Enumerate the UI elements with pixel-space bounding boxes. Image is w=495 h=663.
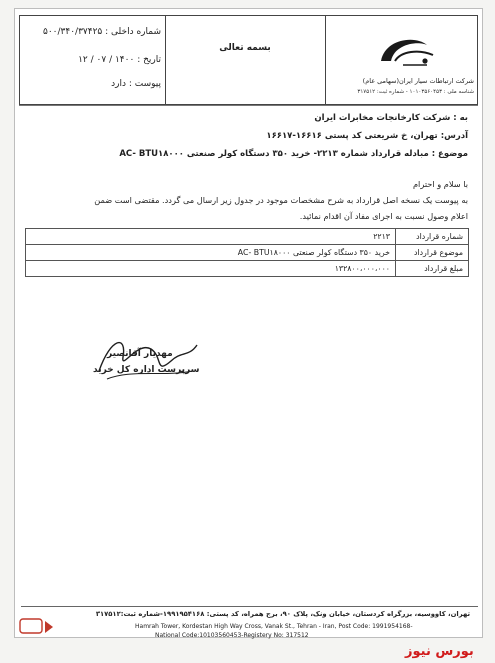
letter-date: تاریخ : ۱۴۰۰ / ۰۷ / ۱۲: [78, 55, 161, 65]
company-name: شرکت ارتباطات سیار ایران(سهامی عام): [362, 77, 474, 85]
table-cell-label: مبلغ قرارداد: [396, 261, 469, 277]
watermark-site: بورس نیوز: [405, 644, 474, 659]
subject-line: موضوع : مبادله قرارداد شماره ۲۲۱۳- خرید ۳۵۰ دستگاه کولر صنعتی AC- BTU۱۸۰۰۰: [119, 149, 468, 159]
header-rule: [19, 105, 478, 106]
internal-number: شماره داخلی : ۵۰۰/۳۴۰/۳۷۴۲۵: [43, 27, 161, 37]
signatory-title: سرپرست اداره کل خرید: [93, 365, 200, 375]
signatory-name: مهدیار آقانصیر: [107, 349, 173, 359]
header-divider-left: [165, 15, 166, 105]
body-line-2: اعلام وصول نسبت به اجرای مفاد آن اقدام نمائید.: [299, 211, 468, 221]
header-divider-right: [325, 15, 326, 105]
attachment: پیوست : دارد: [111, 79, 161, 89]
footer-ids-en: National Code:10103560453-Registery No: 317512: [155, 632, 309, 639]
letter-page: [14, 8, 483, 638]
body-line-1: به پیوست یک نسخه اصل قرارداد به شرح مشخصات موجود در جدول زیر ارسال می گردد. مقتضی است ضمن: [94, 195, 468, 205]
recipient-address: آدرس: تهران، خ شریعتی کد پستی ۱۶۶۱۶-۱۶۶۱۷: [266, 131, 468, 141]
table-cell-label: موضوع قرارداد: [396, 245, 469, 261]
table-cell-label: شماره قرارداد: [396, 229, 469, 245]
basmala: بسمه تعالی: [219, 43, 271, 53]
recipient: به : شرکت کارخانجات مخابرات ایران: [314, 113, 468, 123]
table-cell-value: ۲۲۱۳: [26, 229, 396, 245]
footer-address-fa: تهران، کاووسیه، بزرگراه کردستان، خیابان ونک، پلاک ۹۰، برج همراه، کد پستی: ۱۹۹۱۹۵۴۱۶۸-شماره ثبت:۳۱۷۵۱۲: [95, 610, 470, 618]
table-row: [26, 245, 469, 261]
table-cell-value: ۱۳۲۸۰۰،۰۰۰،۰۰۰: [26, 261, 396, 277]
company-logo-icon: [375, 31, 439, 71]
footer-address-en: Hamrah Tower, Kordestan High Way Cross, Vanak St., Tehran - Iran, Post Code: 1991954168-: [135, 623, 413, 630]
table-row: [26, 229, 469, 245]
small-stamp-icon: [19, 615, 55, 639]
company-ids: شناسه ملی : ۱۰۱۰۳۵۶۰۴۵۳ - شماره ثبت: ۳۱۷۵۱۲: [357, 89, 474, 95]
table-cell-value: خرید ۳۵۰ دستگاه کولر صنعتی AC- BTU۱۸۰۰۰: [26, 245, 396, 261]
contract-table: [25, 228, 469, 277]
table-row: [26, 261, 469, 277]
footer-rule: [21, 606, 478, 607]
greeting: با سلام و احترام: [412, 179, 468, 189]
